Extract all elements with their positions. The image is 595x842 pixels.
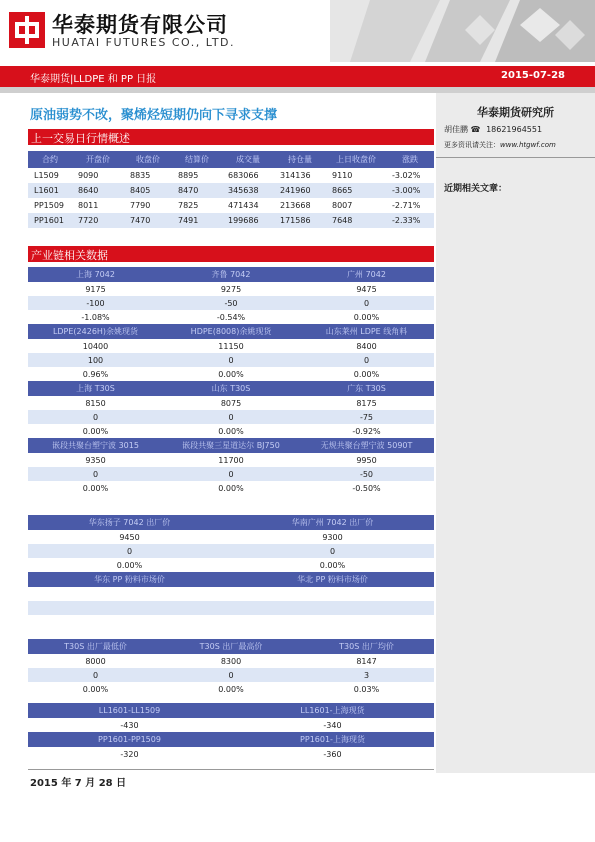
table-cell: 8835	[130, 171, 151, 180]
table-row	[28, 310, 434, 324]
rate-cell: -0.50%	[352, 483, 381, 493]
change-cell: 0	[28, 544, 231, 558]
change-cell: 0	[163, 353, 299, 367]
analyst-name: 胡佳鹏	[444, 125, 468, 134]
column-header: T30S 出厂均价	[299, 639, 434, 654]
column-header: 上海 7042	[28, 267, 163, 282]
rate-cell: 0.00%	[82, 483, 109, 493]
price-cell: 8150	[85, 398, 106, 408]
column-header: LDPE(2426H)余姚现货	[28, 324, 163, 339]
table-cell: L1509	[34, 171, 59, 180]
change-cell: 100	[28, 353, 163, 367]
column-header: 上海 T30S	[28, 381, 163, 396]
analyst-contact	[444, 124, 542, 135]
empty-cell	[231, 587, 434, 601]
column-header: 持仓量	[274, 151, 326, 168]
header-decoration-icon	[330, 0, 595, 62]
change-cell: 0	[28, 410, 163, 424]
table-row	[28, 296, 434, 310]
phone-icon: ☎	[470, 125, 481, 134]
price-cell: 9950	[356, 455, 377, 465]
column-header: PP1601-PP1509	[28, 732, 231, 747]
spread-cell: -360	[323, 749, 342, 759]
sidebar-divider	[436, 157, 595, 158]
table-cell: 8640	[72, 183, 124, 198]
rate-cell: 0.03%	[353, 684, 380, 694]
quotes-table	[28, 151, 434, 228]
change-cell: 0	[28, 668, 163, 682]
table-row	[28, 339, 434, 353]
column-header: 开盘价	[72, 151, 124, 168]
price-cell: 8000	[85, 656, 106, 666]
rate-cell: 0.00%	[218, 369, 244, 379]
price-cell: 9300	[322, 532, 343, 542]
table-row	[28, 601, 434, 615]
table-row	[28, 453, 434, 467]
column-header: 嵌段共聚台塑宁波 3015	[28, 438, 163, 453]
table-cell: 7470	[124, 213, 172, 228]
table-cell: PP1509	[34, 201, 65, 210]
price-cell: 8147	[356, 656, 377, 666]
table-cell: 213668	[280, 201, 311, 210]
rate-cell: -0.92%	[352, 426, 381, 436]
column-header: 华东扬子 7042 出厂价	[28, 515, 231, 530]
rate-cell: 0.00%	[116, 560, 143, 570]
column-header: 合约	[28, 151, 72, 168]
table-cell: 171586	[274, 213, 326, 228]
empty-cell	[28, 601, 231, 615]
column-header: 广州 7042	[299, 267, 434, 282]
table-row	[28, 481, 434, 495]
rate-cell: 0.00%	[353, 312, 380, 322]
analyst-phone: 18621964551	[486, 125, 543, 134]
sidebar	[436, 93, 595, 773]
section-title: 产业链相关数据	[31, 249, 108, 262]
empty-cell	[28, 615, 231, 629]
table-row	[28, 668, 434, 682]
table-cell: 8665	[326, 183, 386, 198]
website-link[interactable]: www.htgwf.com	[500, 141, 556, 149]
rate-cell: 0.00%	[218, 684, 244, 694]
table-cell: -2.71%	[392, 201, 421, 210]
section-title: 上一交易日行情概述	[31, 132, 130, 145]
company-logo-icon	[9, 12, 45, 48]
price-cell: 9450	[119, 532, 140, 542]
table-cell: 7491	[172, 213, 222, 228]
report-headline: 原油弱势不改，聚烯烃短期仍向下寻求支撑	[30, 108, 278, 123]
table-cell: 199686	[222, 213, 274, 228]
table-row	[28, 615, 434, 629]
change-cell: 3	[299, 668, 434, 682]
price-cell: 11700	[218, 455, 244, 465]
table-cell: 9110	[332, 171, 353, 180]
table-header-row	[28, 639, 434, 654]
industry-data-table	[28, 267, 434, 495]
rate-cell: 0.96%	[82, 369, 109, 379]
table-row	[28, 718, 434, 732]
table-row	[28, 410, 434, 424]
table-row	[28, 587, 434, 601]
change-cell: 0	[163, 467, 299, 481]
column-header: 无规共聚台塑宁波 5090T	[299, 438, 434, 453]
table-cell: 7720	[72, 213, 124, 228]
research-institute-name: 华泰期货研究所	[477, 106, 554, 119]
table-cell: 7648	[326, 213, 386, 228]
column-header: 上日收盘价	[326, 151, 386, 168]
report-header	[0, 0, 595, 62]
report-date: 2015-07-28	[501, 70, 565, 81]
column-header: 结算价	[172, 151, 222, 168]
column-header: 涨跌	[386, 151, 434, 168]
industry-data-table-3	[28, 639, 434, 696]
table-header-row	[28, 515, 434, 530]
table-cell: 345638	[222, 183, 274, 198]
table-cell: -2.33%	[386, 213, 434, 228]
table-row	[28, 424, 434, 438]
table-row	[28, 558, 434, 572]
spread-cell: -340	[323, 720, 342, 730]
table-header-row	[28, 703, 434, 718]
column-header: PP1601-上海现货	[231, 732, 434, 747]
more-info	[444, 140, 556, 150]
empty-cell	[28, 587, 231, 601]
column-header: 广东 T30S	[299, 381, 434, 396]
column-header: LL1601-LL1509	[28, 703, 231, 718]
table-row	[28, 467, 434, 481]
table-cell: 314136	[280, 171, 311, 180]
table-cell: PP1601	[28, 213, 72, 228]
table-row	[28, 198, 434, 213]
column-header: 山东莱州 LDPE 线角料	[299, 324, 434, 339]
price-cell: 8175	[356, 398, 377, 408]
price-cell: 8400	[356, 341, 377, 351]
rate-cell: 0.00%	[218, 483, 244, 493]
table-cell: 7825	[178, 201, 199, 210]
table-cell: 8011	[78, 201, 99, 210]
table-row	[28, 544, 434, 558]
company-name-cn: 华泰期货有限公司	[52, 13, 228, 37]
price-cell: 11150	[218, 341, 244, 351]
change-cell: -50	[163, 296, 299, 310]
table-cell: 8470	[172, 183, 222, 198]
company-name-en: HUATAI FUTURES CO., LTD.	[52, 36, 236, 49]
report-series-title: 华泰期货|LLDPE 和 PP 日报	[30, 74, 157, 85]
table-row	[28, 530, 434, 544]
table-row	[28, 353, 434, 367]
rate-cell: 0.00%	[82, 426, 109, 436]
table-header-row	[28, 267, 434, 282]
change-cell: 0	[163, 410, 299, 424]
table-cell: 8007	[332, 201, 353, 210]
table-cell: -3.02%	[392, 171, 421, 180]
table-cell: 471434	[228, 201, 259, 210]
footer-date: 2015 年 7 月 28 日	[30, 778, 127, 789]
table-row	[28, 183, 434, 198]
price-cell: 9275	[220, 284, 242, 294]
rate-cell: 0.00%	[218, 426, 244, 436]
rate-cell: 0.00%	[319, 560, 346, 570]
table-row	[28, 396, 434, 410]
related-articles-heading: 近期相关文章：	[444, 184, 508, 194]
column-header: 成交量	[222, 151, 274, 168]
table-cell: 683066	[228, 171, 259, 180]
table-cell: 241960	[274, 183, 326, 198]
report-title-bar	[0, 66, 595, 87]
industry-data-table-2	[28, 515, 434, 629]
spread-cell: -430	[120, 720, 139, 730]
empty-cell	[231, 615, 434, 629]
change-cell: 0	[163, 668, 299, 682]
table-row	[28, 747, 434, 761]
column-header: 嵌段共聚三星道达尔 BJ750	[163, 438, 299, 453]
section-market-overview	[28, 129, 434, 145]
column-header: 齐鲁 7042	[163, 267, 299, 282]
change-cell: 0	[299, 296, 434, 310]
table-row	[28, 282, 434, 296]
table-row	[28, 654, 434, 668]
price-cell: 9175	[85, 284, 106, 294]
change-cell: -50	[299, 467, 434, 481]
table-header-row	[28, 732, 434, 747]
table-header-row	[28, 324, 434, 339]
table-cell: -3.00%	[386, 183, 434, 198]
table-header-row	[28, 381, 434, 396]
column-header: 华东 PP 粉料市场价	[28, 572, 231, 587]
table-row	[28, 213, 434, 228]
spread-table	[28, 703, 434, 761]
table-header-row	[28, 438, 434, 453]
table-header-row	[28, 572, 434, 587]
section-industry-data	[28, 246, 434, 262]
change-cell: -100	[28, 296, 163, 310]
table-header-row	[28, 151, 434, 168]
column-header: 收盘价	[124, 151, 172, 168]
table-cell: 9090	[78, 171, 99, 180]
rate-cell: -1.08%	[81, 312, 110, 322]
rate-cell: 0.00%	[353, 369, 380, 379]
change-cell: 0	[231, 544, 434, 558]
price-cell: 10400	[82, 341, 109, 351]
column-header: LL1601-上海现货	[231, 703, 434, 718]
footer-divider	[28, 769, 434, 770]
table-cell: 8895	[178, 171, 199, 180]
column-header: T30S 出厂最高价	[163, 639, 299, 654]
table-cell: L1601	[28, 183, 72, 198]
more-info-label: 更多资讯请关注：	[444, 141, 500, 149]
rate-cell: 0.00%	[82, 684, 109, 694]
price-cell: 9475	[356, 284, 377, 294]
column-header: T30S 出厂最低价	[28, 639, 163, 654]
table-cell: 8405	[124, 183, 172, 198]
table-row	[28, 367, 434, 381]
table-row	[28, 682, 434, 696]
column-header: 华北 PP 粉料市场价	[231, 572, 434, 587]
price-cell: 9350	[85, 455, 106, 465]
table-row	[28, 168, 434, 183]
column-header: HDPE(8008)余姚现货	[163, 324, 299, 339]
spread-cell: -320	[120, 749, 139, 759]
table-cell: 7790	[130, 201, 151, 210]
change-cell: 0	[28, 467, 163, 481]
rate-cell: -0.54%	[216, 312, 246, 322]
price-cell: 8075	[220, 398, 242, 408]
change-cell: -75	[299, 410, 434, 424]
price-cell: 8300	[220, 656, 242, 666]
change-cell: 0	[299, 353, 434, 367]
empty-cell	[231, 601, 434, 615]
column-header: 山东 T30S	[163, 381, 299, 396]
column-header: 华南广州 7042 出厂价	[231, 515, 434, 530]
